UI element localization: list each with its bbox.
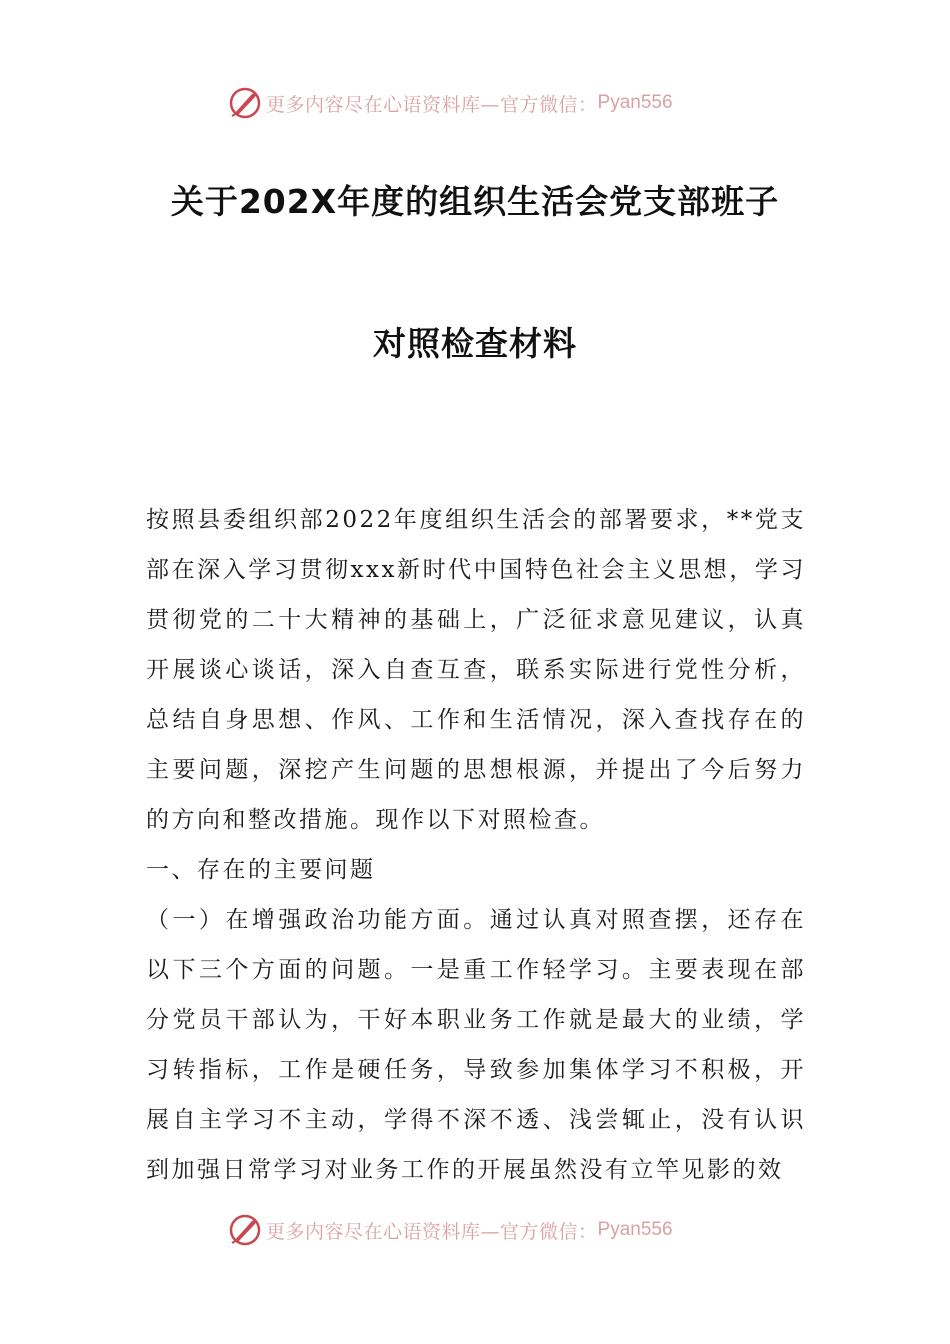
watermark-footer [228, 1212, 673, 1248]
watermark-wechat-id: Pyan556 [597, 92, 673, 113]
document-body [146, 495, 806, 1195]
paragraph-intro: 按照县委组织部2022年度组织生活会的部署要求，**党支部在深入学习贯彻xxx新时代中国特色社会主义思想，学习贯彻党的二十大精神的基础上，广泛征求意见建议，认真开展谈心谈话，深入自查互查，联系实际进行党性分析，总结自身思想、作风、工作和生活情况，深入查找存在的主要问题，深挖产生问题的思想根源，并提出了今后努力的方向和整改措施。现作以下对照检查。 [146, 507, 806, 833]
watermark-wechat-id: Pyan556 [597, 1219, 673, 1240]
watermark-text: 更多内容尽在心语资料库—官方微信： [266, 1220, 598, 1243]
document-title-line2: 对照检查材料 [373, 324, 577, 363]
watermark-text: 更多内容尽在心语资料库—官方微信： [266, 93, 598, 116]
quill-logo-icon [228, 86, 262, 120]
watermark-header [228, 85, 673, 121]
document-title-line1: 关于202X年度的组织生活会党支部班子 [170, 182, 780, 221]
paragraph-political-function: （一）在增强政治功能方面。通过认真对照查摆，还存在以下三个方面的问题。一是重工作轻学习。主要表现在部分党员干部认为，干好本职业务工作就是最大的业绩，学习转指标，工作是硬任务，导致参加集体学习不积极，开展自主学习不主动，学得不深不透、浅尝辄止，没有认识到加强日常学习对业务工作的开展虽然没有立竿见影的效 [146, 907, 806, 1183]
quill-logo-icon [228, 1213, 262, 1247]
section-heading-problems: 一、存在的主要问题 [146, 857, 376, 883]
